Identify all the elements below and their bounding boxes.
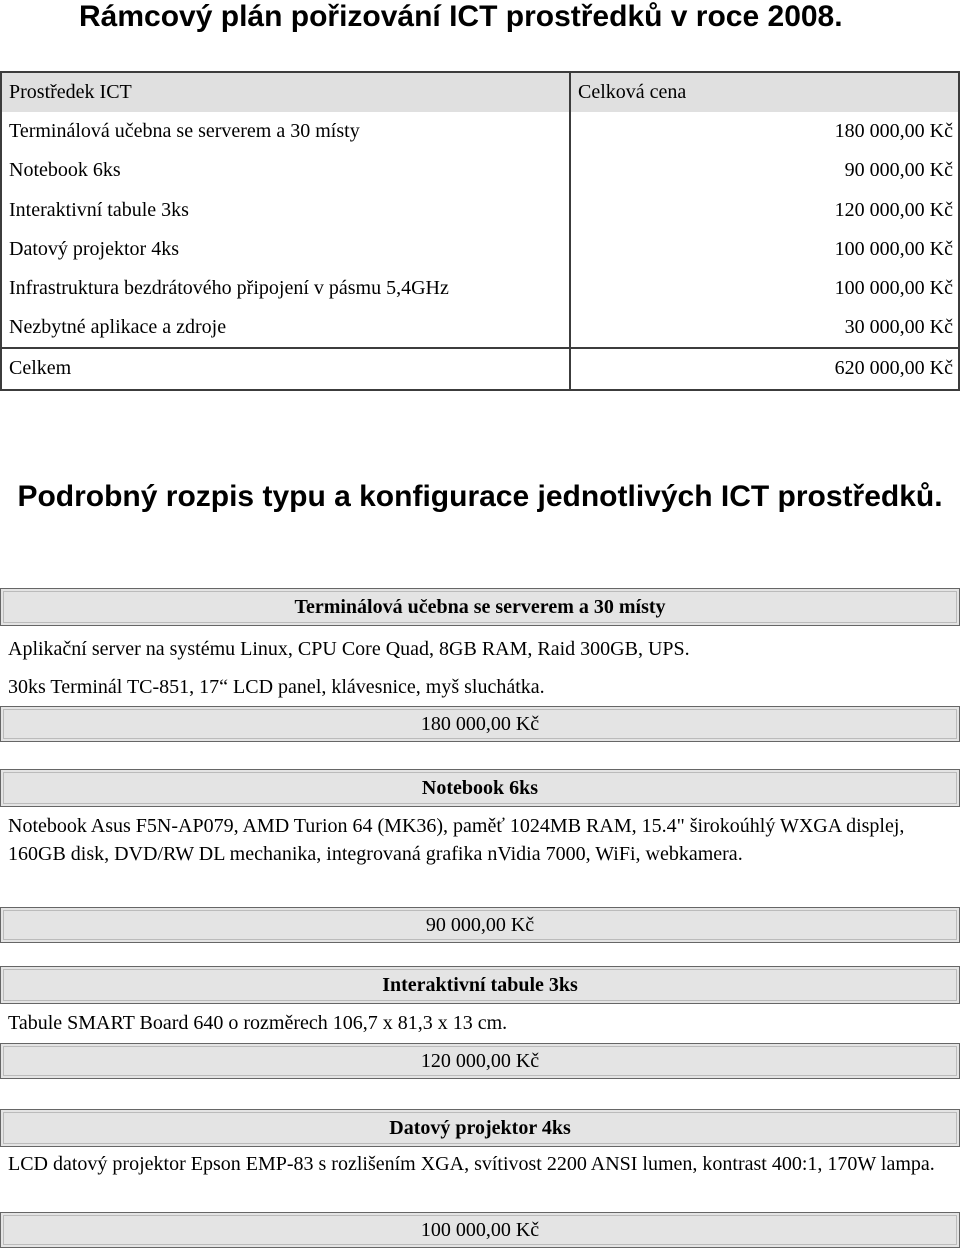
- row-price: 180 000,00 Kč: [570, 112, 959, 151]
- page-title: Rámcový plán pořizování ICT prostředků v roce 2008.: [79, 0, 843, 33]
- detail-block-notebook: [0, 769, 960, 943]
- total-row: [1, 348, 959, 389]
- detail-description: [0, 626, 960, 706]
- table-row: [1, 191, 959, 230]
- detail-block-terminal-classroom: [0, 588, 960, 742]
- row-item: Notebook 6ks: [1, 151, 570, 190]
- row-price: 30 000,00 Kč: [570, 308, 959, 348]
- row-price: 90 000,00 Kč: [570, 151, 959, 190]
- row-price: 120 000,00 Kč: [570, 191, 959, 230]
- row-item: Datový projektor 4ks: [1, 230, 570, 269]
- detail-price: 90 000,00 Kč: [0, 907, 960, 943]
- detail-price: 100 000,00 Kč: [0, 1212, 960, 1248]
- detail-price: 180 000,00 Kč: [0, 706, 960, 742]
- detail-block-interactive-board: [0, 966, 960, 1079]
- section-heading: Podrobný rozpis typu a konfigurace jednotlivých ICT prostředků.: [17, 480, 943, 513]
- detail-line: 30ks Terminál TC-851, 17“ LCD panel, klávesnice, myš sluchátka.: [8, 676, 545, 698]
- detail-description: Notebook Asus F5N-AP079, AMD Turion 64 (MK36), paměť 1024MB RAM, 15.4" širokoúhlý WXGA displej, 160GB disk, DVD/RW DL mechanika, integrovaná grafika nVidia 7000, WiFi, webkamera.: [8, 815, 905, 865]
- detail-line: Aplikační server na systému Linux, CPU Core Quad, 8GB RAM, Raid 300GB, UPS.: [8, 638, 690, 660]
- table-row: [1, 112, 959, 151]
- detail-price: 120 000,00 Kč: [0, 1043, 960, 1079]
- row-price: 100 000,00 Kč: [570, 230, 959, 269]
- summary-table: [0, 71, 960, 391]
- row-item: Nezbytné aplikace a zdroje: [1, 308, 570, 348]
- table-row: [1, 308, 959, 348]
- detail-description: Tabule SMART Board 640 o rozměrech 106,7 x 81,3 x 13 cm.: [8, 1012, 508, 1034]
- total-label: Celkem: [1, 348, 570, 389]
- table-header-row: [1, 72, 959, 112]
- total-price: 620 000,00 Kč: [570, 348, 959, 389]
- detail-heading: Notebook 6ks: [0, 769, 960, 807]
- row-item: Infrastruktura bezdrátového připojení v pásmu 5,4GHz: [1, 269, 570, 308]
- detail-heading: Datový projektor 4ks: [0, 1109, 960, 1147]
- row-item: Interaktivní tabule 3ks: [1, 191, 570, 230]
- row-item: Terminálová učebna se serverem a 30 místy: [1, 112, 570, 151]
- table-row: [1, 230, 959, 269]
- table-row: [1, 151, 959, 190]
- detail-heading: Terminálová učebna se serverem a 30 místy: [0, 588, 960, 626]
- table-row: [1, 269, 959, 308]
- detail-heading: Interaktivní tabule 3ks: [0, 966, 960, 1004]
- detail-block-projector: [0, 1109, 960, 1248]
- row-price: 100 000,00 Kč: [570, 269, 959, 308]
- detail-description: LCD datový projektor Epson EMP-83 s rozlišením XGA, svítivost 2200 ANSI lumen, kontrast 400:1, 170W lampa.: [8, 1153, 935, 1175]
- column-header-price: Celková cena: [570, 72, 959, 112]
- column-header-item: Prostředek ICT: [1, 72, 570, 112]
